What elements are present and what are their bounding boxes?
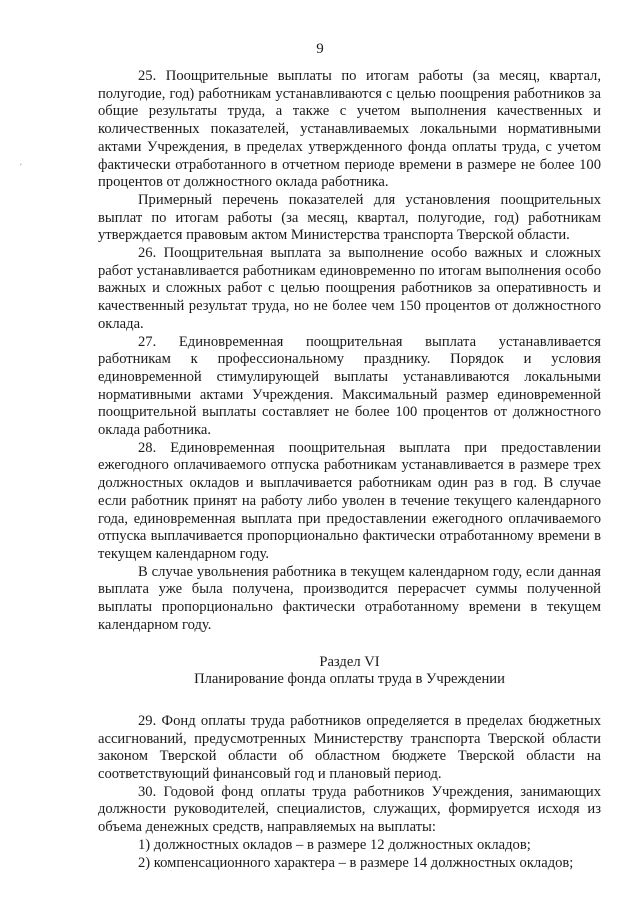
paragraph-28: 28. Единовременная поощрительная выплата при предоставлении ежегодного оплачиваемого отпуска работникам устанавливается в размере трех должностных окладов и выплачивается работникам один раз в год. В случае если работник принят на работу либо уволен в течение текущего календарного года, единовременная выплата при предоставлении ежегодного оплачиваемого отпуска выплачивается пропорционально фактически отработанному времени в текущем календарном году. bbox=[98, 439, 601, 562]
paragraph-indicators: Примерный перечень показателей для установления поощрительных выплат по итогам работы (за месяц, квартал, полугодие, год) работникам утверждается правовым актом Министерства транспорта Тверской области. bbox=[98, 191, 601, 244]
list-item: 2) компенсационного характера – в размере 14 должностных окладов; bbox=[138, 854, 574, 871]
paragraph-30: 30. Годовой фонд оплаты труда работников Учреждения, занимающих должности руководителей, специалистов, служащих, формируется исходя из объема денежных средств, направляемых на выплаты: bbox=[98, 783, 601, 836]
paragraph-29: 29. Фонд оплаты труда работников определяется в пределах бюджетных ассигнований, предусмотренных Министерству транспорта Тверской области законом Тверской области об областном бюджете Тверской области на соответствующий финансовый год и плановый период. bbox=[98, 712, 601, 783]
page-number: 9 bbox=[316, 41, 324, 57]
section-title: Планирование фонда оплаты труда в Учреждении bbox=[194, 671, 505, 688]
list-item: 1) должностных окладов – в размере 12 должностных окладов; bbox=[138, 836, 531, 853]
paragraph-27: 27. Единовременная поощрительная выплата устанавливается работникам к профессиональному празднику. Порядок и условия единовременной стимулирующей выплаты устанавливаются локальными нормативными актами Учреждения. Максимальный размер единовременной поощрительной выплаты составляет не более 100 процентов от должностного оклада работника. bbox=[98, 333, 601, 439]
document-body bbox=[98, 68, 601, 872]
spacer bbox=[98, 689, 601, 713]
paragraph-dismissal: В случае увольнения работника в текущем календарном году, если данная выплата уже была получена, производится перерасчет суммы полученной выплаты пропорционально фактически отработанному времени в текущем календарном году. bbox=[98, 563, 601, 633]
section-number: Раздел VI bbox=[319, 653, 380, 670]
paragraph-25: 25. Поощрительные выплаты по итогам работы (за месяц, квартал, полугодие, год) работникам устанавливаются с целью поощрения работников за общие результаты труда, а также с учетом выполнения качественных и количественных показателей, устанавливаемых локальными нормативными актами Учреждения, в пределах утвержденного фонда оплаты труда, с учетом фактически отработанного в отчетном периоде времени в размере не более 100 процентов от должностного оклада работника. bbox=[98, 68, 601, 191]
spacer bbox=[98, 635, 601, 654]
margin-mark: ′ bbox=[20, 162, 22, 172]
paragraph-26: 26. Поощрительная выплата за выполнение особо важных и сложных работ устанавливается работникам единовременно по итогам выполнения особо важных и сложных работ с целью поощрения работников за оперативность и качественный результат труда, но не более чем 150 процентов от должностного оклада. bbox=[98, 245, 601, 332]
